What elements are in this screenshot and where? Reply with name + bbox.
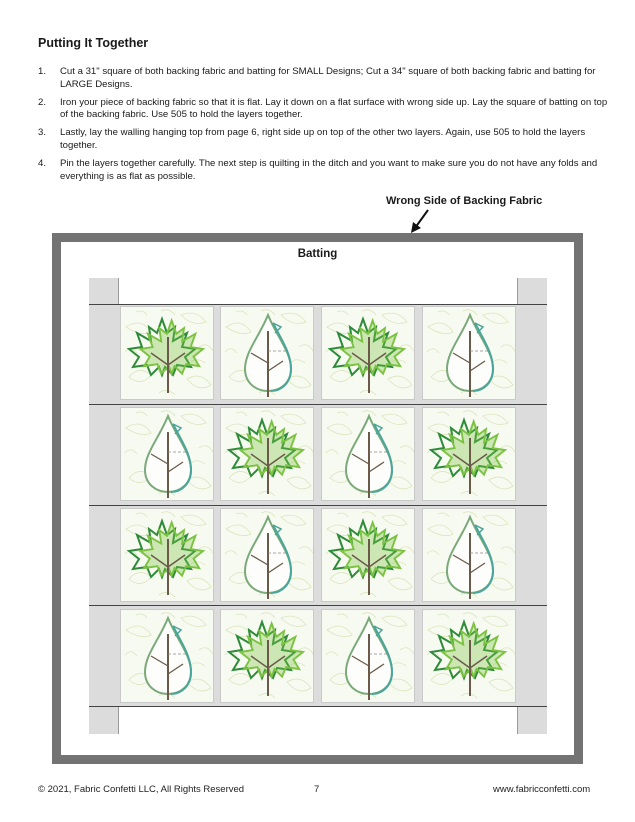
quilt-block-teardrop-leaf bbox=[220, 508, 314, 602]
quilt-block-teardrop-leaf bbox=[321, 609, 415, 703]
backing-fabric-label: Wrong Side of Backing Fabric bbox=[386, 195, 543, 207]
teardrop-leaf-icon bbox=[423, 509, 516, 602]
page-title: Putting It Together bbox=[38, 36, 149, 50]
quilt-block-maple-leaf bbox=[120, 306, 214, 400]
instruction-step-1 bbox=[38, 66, 608, 91]
maple-leaf-icon bbox=[121, 307, 214, 400]
step-text: Lastly, lay the walling hanging top from page 6, right side up on top of the other two layers. Again, use 505 to hold the layers together. bbox=[60, 127, 586, 151]
website-url: www.fabricconfetti.com bbox=[493, 784, 591, 795]
maple-leaf-icon bbox=[322, 307, 415, 400]
teardrop-leaf-icon bbox=[423, 307, 516, 400]
maple-leaf-icon bbox=[423, 408, 516, 501]
quilt-block-maple-leaf bbox=[422, 407, 516, 501]
quilt-block-maple-leaf bbox=[220, 407, 314, 501]
seam-line bbox=[89, 706, 547, 707]
quilt-top-border-strip bbox=[118, 278, 518, 304]
step-number: 1. bbox=[38, 66, 47, 77]
quilt-block-maple-leaf bbox=[422, 609, 516, 703]
seam-line bbox=[89, 505, 547, 506]
instruction-list bbox=[38, 66, 608, 189]
seam-line bbox=[89, 404, 547, 405]
instruction-step-4 bbox=[38, 158, 608, 183]
batting-label: Batting bbox=[297, 248, 338, 260]
maple-leaf-icon bbox=[221, 610, 314, 703]
quilt-block-maple-leaf bbox=[220, 609, 314, 703]
quilt-block-teardrop-leaf bbox=[321, 407, 415, 501]
seam-line bbox=[89, 605, 547, 606]
instruction-step-3 bbox=[38, 127, 608, 152]
page-number: 7 bbox=[314, 784, 320, 795]
quilt-block-maple-leaf bbox=[321, 508, 415, 602]
arrow-icon bbox=[410, 208, 432, 234]
quilt-block-teardrop-leaf bbox=[120, 407, 214, 501]
quilt-block-teardrop-leaf bbox=[220, 306, 314, 400]
step-text: Cut a 31" square of both backing fabric and batting for SMALL Designs; Cut a 34" square of both backing fabric and batting for LARGE Designs. bbox=[60, 66, 596, 90]
quilt-block-maple-leaf bbox=[120, 508, 214, 602]
seam-line bbox=[89, 304, 547, 305]
teardrop-leaf-icon bbox=[221, 509, 314, 602]
maple-leaf-icon bbox=[121, 509, 214, 602]
quilt-block-teardrop-leaf bbox=[422, 508, 516, 602]
maple-leaf-icon bbox=[423, 610, 516, 703]
quilt-block-maple-leaf bbox=[321, 306, 415, 400]
quilt-bottom-border-strip bbox=[118, 706, 518, 734]
step-number: 3. bbox=[38, 127, 47, 139]
copyright-notice: © 2021, Fabric Confetti LLC, All Rights Reserved bbox=[38, 784, 245, 795]
quilt-block-teardrop-leaf bbox=[120, 609, 214, 703]
instruction-step-2 bbox=[38, 97, 608, 122]
maple-leaf-icon bbox=[322, 509, 415, 602]
maple-leaf-icon bbox=[221, 408, 314, 501]
step-number: 4. bbox=[38, 158, 47, 170]
teardrop-leaf-icon bbox=[322, 610, 415, 703]
quilt-block-teardrop-leaf bbox=[422, 306, 516, 400]
teardrop-leaf-icon bbox=[322, 408, 415, 501]
step-text: Pin the layers together carefully. The next step is quilting in the ditch and you want to make sure you do not have any folds and everything is as flat as possible. bbox=[60, 158, 598, 182]
step-number: 2. bbox=[38, 96, 47, 108]
teardrop-leaf-icon bbox=[221, 307, 314, 400]
teardrop-leaf-icon bbox=[121, 408, 214, 501]
teardrop-leaf-icon bbox=[121, 610, 214, 703]
step-text: Iron your piece of backing fabric so that it is flat. Lay it down on a flat surface with wrong side up. Lay the square of batting on top of the backing fabric. Use 505 to hold the layers together. bbox=[60, 96, 608, 121]
